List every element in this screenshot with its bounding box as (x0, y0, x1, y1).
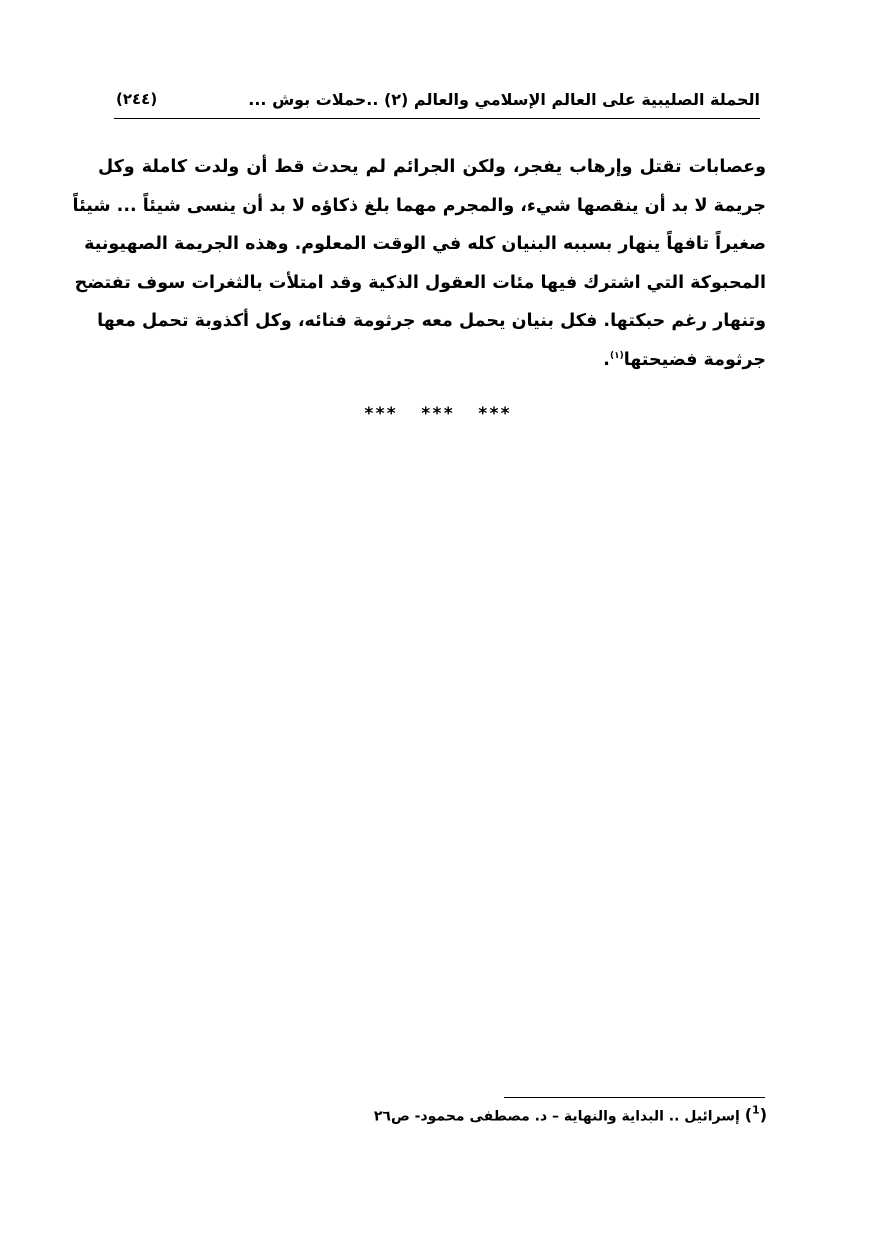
footnote-reference[interactable]: (١) (609, 350, 624, 361)
end-punctuation: . (603, 349, 610, 370)
page-header (114, 86, 760, 119)
page-number: (٢٤٤) (116, 90, 158, 108)
body-line: المحبوكة التي اشترك فيها مئات العقول الذكية وقد امتلأت بالثغرات سوف تفتضح (74, 272, 766, 293)
body-line: صغيراً تافهاً ينهار بسببه البنيان كله في الوقت المعلوم. وهذه الجريمة الصهيونية (84, 234, 766, 254)
footnote (374, 1104, 767, 1124)
section-separator: *** *** *** (363, 404, 512, 424)
body-line-last (98, 341, 766, 380)
body-line: وعصابات تقتل وإرهاب يفجر، ولكن الجرائم لم يحدث قط أن ولدت كاملة وكل (98, 157, 766, 177)
body-line: جريمة لا بد أن ينقصها شيء، والمجرم مهما بلغ ذكاؤه لا بد أن ينسى شيئاً ... شيئاً (72, 195, 766, 216)
footnote-open-paren: ( (759, 1105, 767, 1125)
footnote-close-paren: ) (744, 1105, 753, 1125)
footnote-text: إسرائيل .. البداية والنهاية – د. مصطفى محمود- ص٢٦ (373, 1108, 740, 1125)
body-line-text: جرثومة فضيحتها (623, 349, 766, 370)
body-line: وتنهار رغم حبكتها. فكل بنيان يحمل معه جرثومة فنائه، وكل أكذوبة تحمل معها (97, 311, 766, 331)
body-paragraph (72, 148, 766, 379)
running-title: الحملة الصليبية على العالم الإسلامي والعالم (٢) ..حملات بوش ... (248, 90, 760, 109)
footnote-divider (504, 1097, 765, 1098)
footnote-number: 1 (752, 1104, 760, 1117)
footnote-marker (745, 1105, 767, 1124)
